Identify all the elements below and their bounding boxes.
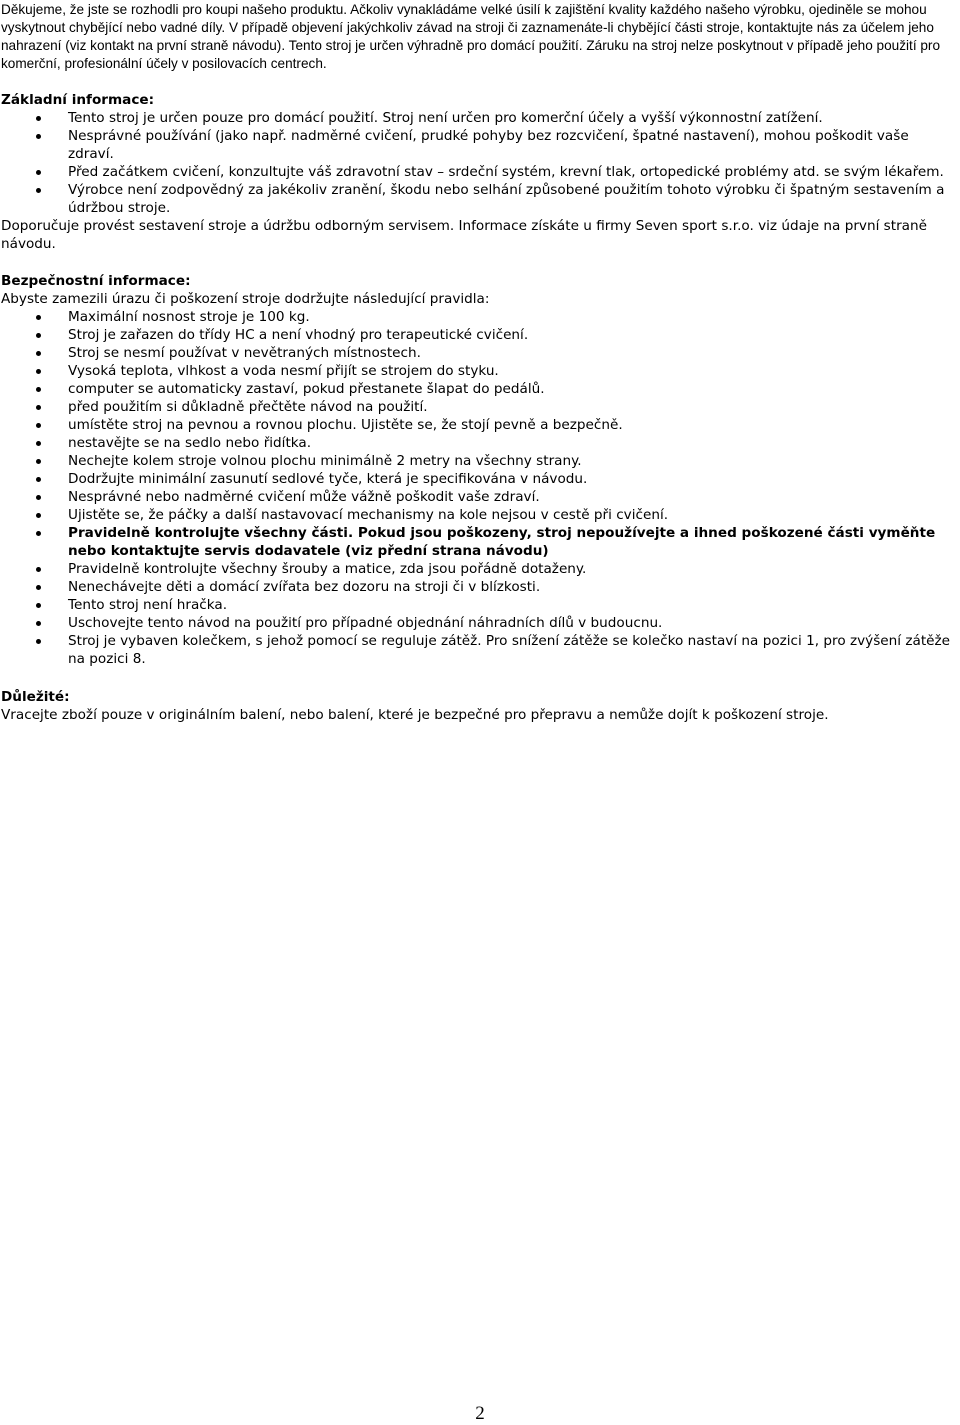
service-recommendation: Doporučuje provést sestavení stroje a údržbu odborným servisem. Informace získáte u firmy Seven sport s.r.o. viz údaje na první straně návodu. <box>1 218 927 252</box>
bullet-icon <box>36 423 41 428</box>
list-item-text: Maximální nosnost stroje je 100 kg. <box>68 309 310 325</box>
bullet-icon <box>36 459 41 464</box>
list-item-text: Tento stroj je určen pouze pro domácí použití. Stroj není určen pro komerční účely a vyšší výkonnostní zatížení. <box>68 110 823 126</box>
bullet-icon <box>36 567 41 572</box>
list-item <box>0 344 960 362</box>
bullet-icon <box>36 603 41 608</box>
intro-text-part1: Děkujeme, že jste se rozhodli pro koupi našeho produktu. Ačkoliv vynakládáme velké úsilí k zajištění kvality každého našeho výrobku, ojediněle se mohou vyskytnout chybějící nebo vadné díly. V případě objevení jakýchkoliv závad na stroji či zaznamenáte-li chybějící části stroje, kontaktujte nás za účelem jeho nahrazení (viz kontakt na první straně návodu). <box>1 2 934 53</box>
list-item-text: Stroj se nesmí používat v nevětraných místnostech. <box>68 345 421 361</box>
list-item <box>0 326 960 344</box>
bullet-icon <box>36 639 41 644</box>
list-item-text: Pravidelně kontrolujte všechny části. Pokud jsou poškozeny, stroj nepoužívejte a ihned poškozené části vyměňte nebo kontaktujte servis dodavatele (viz přední strana návodu) <box>68 525 936 559</box>
list-item-text: umístěte stroj na pevnou a rovnou plochu. Ujistěte se, že stojí pevně a bezpečně. <box>68 417 623 433</box>
important-heading: Důležité: <box>1 689 70 705</box>
bullet-icon <box>36 621 41 626</box>
bullet-icon <box>36 585 41 590</box>
bullet-icon <box>36 116 41 121</box>
list-item-text: Stroj je vybaven kolečkem, s jehož pomocí se reguluje zátěž. Pro snížení zátěže se kolečko nastaví na pozici 1, pro zvýšení zátěže na pozici 8. <box>68 633 951 667</box>
bullet-icon <box>36 495 41 500</box>
bullet-icon <box>36 134 41 139</box>
list-item <box>0 452 960 470</box>
list-item <box>0 596 960 614</box>
bullet-icon <box>36 315 41 320</box>
list-item-bold-warning <box>0 524 960 560</box>
list-item-text: Před začátkem cvičení, konzultujte váš zdravotní stav – srdeční systém, krevní tlak, ortopedické problémy atd. se svým lékařem. <box>68 164 944 180</box>
list-item <box>0 488 960 506</box>
bullet-icon <box>36 513 41 518</box>
intro-text-part2: Tento stroj je určen výhradně pro domácí použití. <box>288 38 587 53</box>
list-item <box>0 308 960 326</box>
bullet-icon <box>36 477 41 482</box>
list-item-text: Uschovejte tento návod na použití pro případné objednání náhradních dílů v budoucnu. <box>68 615 663 631</box>
bullet-icon <box>36 188 41 193</box>
list-item-text: před použitím si důkladně přečtěte návod na použití. <box>68 399 428 415</box>
list-item-text: Nechejte kolem stroje volnou plochu minimálně 2 metry na všechny strany. <box>68 453 582 469</box>
list-item <box>0 127 960 163</box>
list-item-text: Nenechávejte děti a domácí zvířata bez dozoru na stroji či v blízkosti. <box>68 579 541 595</box>
page-number: 2 <box>475 1403 485 1424</box>
bullet-icon <box>36 387 41 392</box>
safety-rules-list <box>0 308 960 668</box>
list-item <box>0 614 960 632</box>
list-item-text: Vysoká teplota, vlhkost a voda nesmí přijít se strojem do styku. <box>68 363 499 379</box>
list-item-text: Výrobce není zodpovědný za jakékoliv zranění, škodu nebo selhání způsobené použitím tohoto výrobku či špatným sestavením a údržbou stroje. <box>68 182 945 216</box>
safety-intro: Abyste zamezili úrazu či poškození stroje dodržujte následující pravidla: <box>1 291 490 307</box>
list-item <box>0 632 960 668</box>
bullet-icon <box>36 333 41 338</box>
bullet-icon <box>36 170 41 175</box>
bullet-icon <box>36 441 41 446</box>
bullet-icon <box>36 531 41 536</box>
list-item <box>0 506 960 524</box>
list-item-text: Nesprávné nebo nadměrné cvičení může vážně poškodit vaše zdraví. <box>68 489 540 505</box>
bullet-icon <box>36 405 41 410</box>
basic-info-heading: Základní informace: <box>1 92 155 108</box>
list-item <box>0 380 960 398</box>
list-item <box>0 362 960 380</box>
list-item <box>0 416 960 434</box>
list-item-text: Pravidelně kontrolujte všechny šrouby a matice, zda jsou pořádně dotaženy. <box>68 561 587 577</box>
basic-info-list <box>0 109 960 217</box>
list-item-text: Stroj je zařazen do třídy HC a není vhodný pro terapeutické cvičení. <box>68 327 529 343</box>
list-item-text: Ujistěte se, že páčky a další nastavovací mechanismy na kole nejsou v cestě při cvičení. <box>68 507 669 523</box>
bullet-icon <box>36 351 41 356</box>
list-item <box>0 109 960 127</box>
list-item <box>0 560 960 578</box>
list-item-text: Tento stroj není hračka. <box>68 597 228 613</box>
list-item <box>0 181 960 217</box>
list-item-text: nestavějte se na sedlo nebo řidítka. <box>68 435 312 451</box>
list-item-text: Nesprávné používání (jako např. nadměrné cvičení, prudké pohyby bez rozcvičení, špatné nastavení), mohou poškodit vaše zdraví. <box>68 128 909 162</box>
list-item <box>0 434 960 452</box>
list-item-text: Dodržujte minimální zasunutí sedlové tyče, která je specifikována v návodu. <box>68 471 588 487</box>
bullet-icon <box>36 369 41 374</box>
list-item <box>0 470 960 488</box>
safety-info-heading: Bezpečnostní informace: <box>1 273 191 289</box>
important-text: Vracejte zboží pouze v originálním balení, nebo balení, které je bezpečné pro přepravu a nemůže dojít k poškození stroje. <box>1 707 829 723</box>
list-item <box>0 578 960 596</box>
list-item <box>0 163 960 181</box>
list-item-text: computer se automaticky zastaví, pokud přestanete šlapat do pedálů. <box>68 381 545 397</box>
list-item <box>0 398 960 416</box>
intro-paragraph <box>1 1 956 73</box>
intro-text-part3: Záruku na stroj nelze poskytnout v případě jeho použití pro komerční, profesionální účely v posilovacích centrech. <box>1 38 941 71</box>
